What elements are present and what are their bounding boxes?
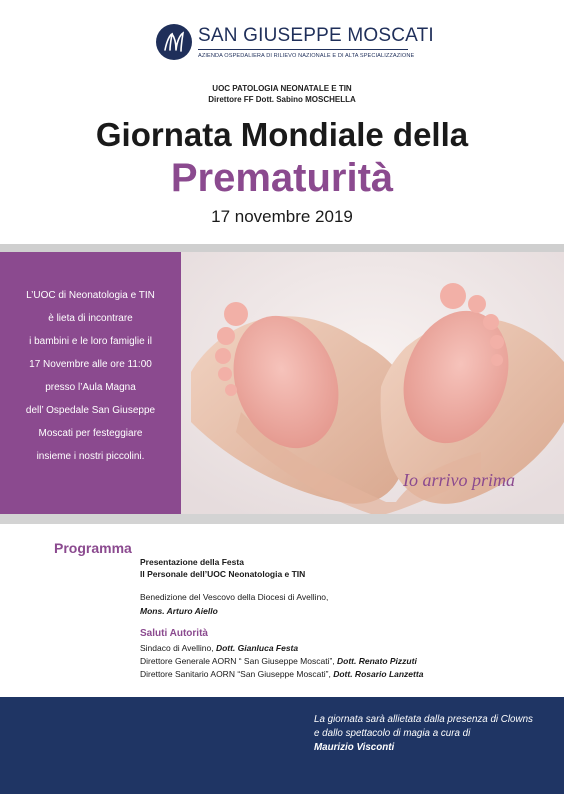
saluti-role: Direttore Sanitario AORN “San Giuseppe Moscati”, [140, 669, 334, 679]
program-heading: Programma [54, 540, 132, 556]
saluti-item [140, 643, 298, 653]
saluti-person: Dott. Gianluca Festa [215, 643, 299, 653]
saluti-item [140, 669, 423, 679]
announcement-line: i bambini e le loro famiglie il [29, 336, 152, 347]
tagline: Io arrivo prima [403, 470, 515, 490]
saluti-person: Dott. Rosario Lanzetta [333, 669, 424, 679]
announcement-text [0, 284, 181, 468]
announcement-panel [0, 252, 181, 514]
page-title-highlight: Prematurità [170, 156, 394, 200]
unit-director: Direttore FF Dott. Sabino MOSCHELLA [208, 95, 356, 104]
saluti-item [140, 656, 417, 666]
footer-line: e dallo spettacolo di magia a cura di [314, 728, 471, 739]
footer [0, 697, 564, 794]
program-item: Benedizione del Vescovo della Diocesi di Avellino, [140, 592, 329, 602]
footer-performer: Maurizio Visconti [314, 742, 395, 753]
org-subtitle: AZIENDA OSPEDALIERA DI RILIEVO NAZIONALE E DI ALTA SPECIALIZZAZIONE [198, 53, 415, 59]
announcement-line: L’UOC di Neonatologia e TIN [26, 290, 155, 301]
announcement-line: Moscati per festeggiare [38, 428, 143, 439]
hospital-logo-icon [156, 24, 192, 60]
saluti-heading: Saluti Autorità [140, 628, 208, 639]
announcement-line: presso l’Aula Magna [45, 382, 136, 393]
announcement-line: insieme i nostri piccolini. [36, 451, 145, 462]
torn-edge-bottom [0, 514, 564, 524]
program-item-name: Mons. Arturo Aiello [140, 606, 218, 616]
page-title: Giornata Mondiale della [95, 116, 469, 153]
event-date: 17 novembre 2019 [211, 207, 353, 226]
hospital-logo [156, 22, 434, 66]
hero-band [0, 244, 564, 524]
unit-name: UOC PATOLOGIA NEONATALE E TIN [212, 84, 352, 93]
footer-text [314, 713, 533, 755]
announcement-line: 17 Novembre alle ore 11:00 [29, 359, 152, 370]
program-item: Il Personale dell’UOC Neonatologia e TIN [140, 569, 306, 579]
logo-divider [198, 49, 408, 50]
announcement-line: è lieta di incontrare [48, 313, 133, 324]
footer-line: La giornata sarà allietata dalla presenza di Clowns [314, 714, 533, 725]
saluti-person: Dott. Renato Pizzuti [337, 656, 417, 666]
torn-edge-top [0, 244, 564, 252]
saluti-role: Sindaco di Avellino, [140, 643, 216, 653]
announcement-line: dell’ Ospedale San Giuseppe [25, 405, 156, 416]
org-name: SAN GIUSEPPE MOSCATI [198, 25, 434, 46]
program-item: Presentazione della Festa [140, 557, 244, 567]
saluti-role: Direttore Generale AORN “ San Giuseppe Moscati”, [140, 656, 337, 666]
